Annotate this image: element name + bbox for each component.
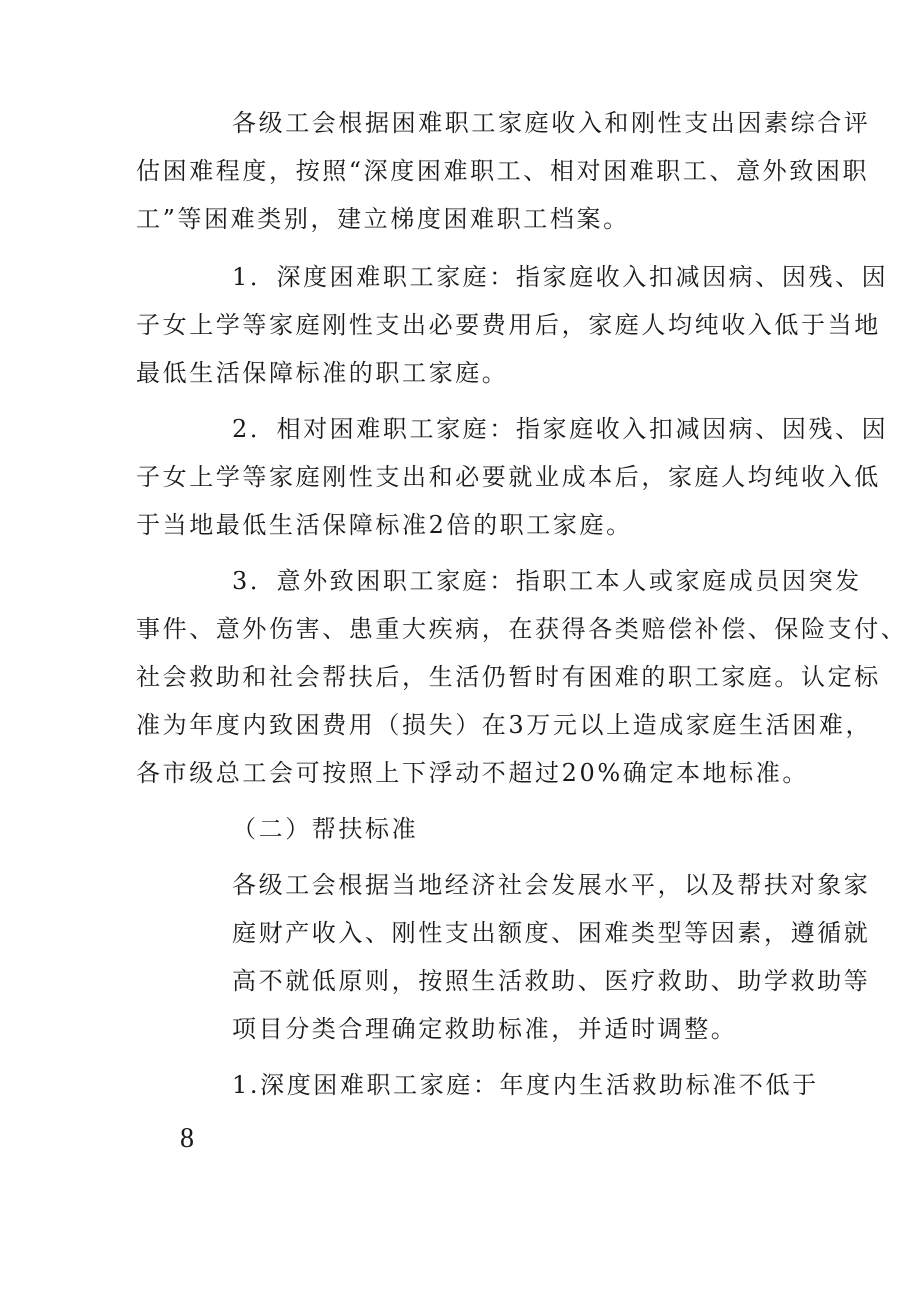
item-3-line-2: 事件、意外伤害、患重大疾病，在获得各类赔偿补偿、保险支付、 bbox=[136, 615, 908, 643]
standard-line-4: 项目分类合理确定救助标准，并适时调整。 bbox=[232, 1015, 738, 1043]
item-3-line-4: 准为年度内致困费用（损失）在3万元以上造成家庭生活困难， bbox=[136, 711, 873, 739]
intro-line-3: 工”等困难类别，建立梯度困难职工档案。 bbox=[136, 205, 630, 233]
item-1-line-2: 子女上学等家庭刚性支出必要费用后，家庭人均纯收入低于当地 bbox=[136, 311, 881, 339]
standard-line-3: 高不就低原则，按照生活救助、医疗救助、助学救助等 bbox=[232, 967, 871, 995]
item-2-line-2: 子女上学等家庭刚性支出和必要就业成本后，家庭人均纯收入低 bbox=[136, 463, 881, 491]
item-3-line-3: 社会救助和社会帮扶后，生活仍暂时有困难的职工家庭。认定标 bbox=[136, 663, 881, 691]
standard-item-1-line: 1.深度困难职工家庭：年度内生活救助标准不低于 bbox=[232, 1071, 819, 1099]
item-1-line-3: 最低生活保障标准的职工家庭。 bbox=[136, 359, 509, 387]
page-number: 8 bbox=[180, 1123, 194, 1154]
item-3-line-1: 3．意外致困职工家庭：指职工本人或家庭成员因突发 bbox=[232, 567, 862, 595]
standard-line-1: 各级工会根据当地经济社会发展水平，以及帮扶对象家 bbox=[232, 871, 871, 899]
section-heading: （二）帮扶标准 bbox=[232, 815, 419, 843]
item-3-line-5: 各市级总工会可按照上下浮动不超过20%确定本地标准。 bbox=[136, 759, 809, 787]
intro-line-1: 各级工会根据困难职工家庭收入和刚性支出因素综合评 bbox=[232, 109, 871, 137]
intro-line-2: 估困难程度，按照“深度困难职工、相对困难职工、意外致困职 bbox=[136, 157, 870, 185]
item-2-line-3: 于当地最低生活保障标准2倍的职工家庭。 bbox=[136, 511, 633, 539]
standard-line-2: 庭财产收入、刚性支出额度、困难类型等因素，遵循就 bbox=[232, 919, 871, 947]
item-2-line-1: 2．相对困难职工家庭：指家庭收入扣减因病、因残、因 bbox=[232, 415, 889, 443]
item-1-line-1: 1．深度困难职工家庭：指家庭收入扣减因病、因残、因 bbox=[232, 263, 889, 291]
